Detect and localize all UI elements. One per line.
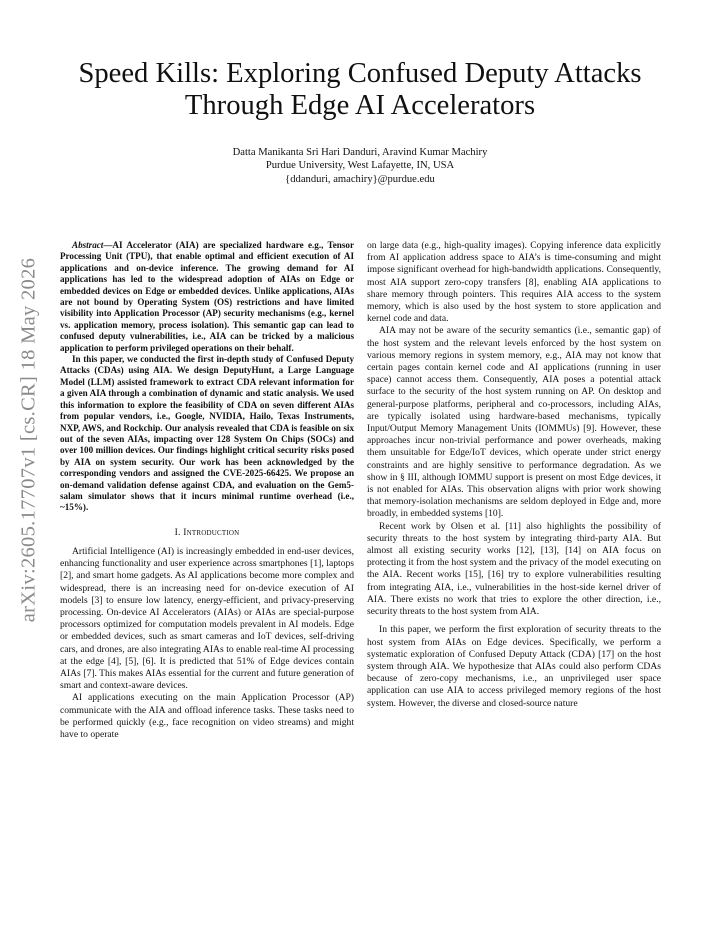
right-paragraph-2: AIA may not be aware of the security semantics (i.e., semantic gap) of the host system and the relevant levels enforced by the host system on various memory regions in system memory, e.g., AIA may not know that certain pages contain kernel code and AI applications (running in user space) cannot access them. Consequently, AIA poses a potential attack surface to the security of the host system running on AP. On desktop and general-purpose platforms, peripheral and co-processors, including AIAs, are typically isolated using hardware-based mechanisms, typically Input/Output Memory Management Units (IOMMUs) [9]. However, these approaches incur non-trivial performance and power overheads, making them unsuitable for Edge/IoT devices, which operate under strict energy constraints and are highly sensitive to performance degradation. As we show in § III, although IOMMU support is present on most Edge devices, it is not enabled for AIAs. This observation aligns with prior work showing that memory-isolation mechanisms are seldom deployed in Edge and, more broadly, in embedded systems [10]. xyxy=(367,325,661,520)
section-heading-introduction: I. Introduction xyxy=(174,526,240,538)
author-block xyxy=(60,146,660,186)
paper-title: Speed Kills: Exploring Confused Deputy Attacks Through Edge AI Accelerators xyxy=(78,58,642,121)
right-paragraph-3: Recent work by Olsen et al. [11] also highlights the possibility of security threats to the host system by integrating third-party AIA. But almost all existing security works [12], [13], [14] on AIA focus on protecting it from the host system and the privacy of the model executing on the AIA. Recent works [15], [16] try to explore vulnerabilities resulting from integrating AIA, i.e., vulnerabilities in the host-side kernel driver of AIA. There exists no work that tries to explore the other direction, i.e., security threats to the host system from AIA. xyxy=(367,520,661,618)
author-affiliation: Purdue University, West Lafayette, IN, USA xyxy=(265,160,455,172)
abstract-paragraph-2: In this paper, we conducted the first in-depth study of Confused Deputy Attacks (CDAs) using AIA. We design DeputyHunt, a Large Language Model (LLM) assisted framework to extract CDA relevant information for a given AIA through a combination of dynamic and static analysis. We used this information to explore the feasibility of CDA on seven different AIAs from popular vendors, i.e., Google, NVIDIA, Hailo, Texas Instruments, NXP, AWS, and Rockchip. Our analysis revealed that CDA is feasible on six out of the seven AIAs, impacting over 128 System On Chips (SOCs) and over 100 million devices. Our findings highlight critical security risks posed by AIA on system security. Our work has been acknowledged by the corresponding vendors and assigned the CVE-2025-66425. We propose an on-demand validation defense against CDA, and evaluation on the Gem5-salam simulator shows that it incurs minimal runtime overhead (i.e., ~15%). xyxy=(60,354,354,513)
arxiv-identifier: arXiv:2605.17707v1 [cs.CR] 18 May 2026 xyxy=(17,257,40,623)
left-column xyxy=(60,240,354,741)
abstract-paragraph-1 xyxy=(60,240,354,354)
author-names: Datta Manikanta Sri Hari Danduri, Aravind Kumar Machiry xyxy=(232,147,488,158)
arxiv-sidebar xyxy=(14,230,44,650)
abstract-label: Abstract xyxy=(72,240,104,250)
intro-paragraph-2: AI applications executing on the main Application Processor (AP) communicate with the AIA and offload inference tasks. These tasks need to be performed quickly (e.g., face recognition on video streams) and might have to operate xyxy=(60,692,354,740)
abstract-text-1: —AI Accelerator (AIA) are specialized hardware e.g., Tensor Processing Unit (TPU), that enable optimal and efficient execution of AI applications and on-device inference. The growing demand for AI applications has led to the widespread adoption of AIAs on Edge or embedded devices on Edge or embedded devices. Unlike applications, AIAs are not bound by Operating System (OS) restrictions and have limited visibility into Application Processor (AP) security mechanisms (e.g., kernel vs. application memory, process isolation). This semantic gap can lead to confused deputy vulnerabilities, i.e., AIA can be tricked by a malicious application to perform privileged operations on their behalf. xyxy=(60,240,354,353)
abstract xyxy=(60,240,354,514)
right-column xyxy=(367,240,661,710)
right-paragraph-1: on large data (e.g., high-quality images). Copying inference data explicitly from AI application address space to AIA’s is time-consuming and might impose significant overhead for high-bandwidth applications. Consequently, most AIA support zero-copy transfers [8], enabling AIA applications to share memory through pointers. This requires AIA access to the system memory, which is also used by the host system to store application and kernel code and data. xyxy=(367,240,661,325)
author-emails: {ddanduri, amachiry}@purdue.edu xyxy=(285,173,435,185)
right-paragraph-4: In this paper, we perform the first exploration of security threats to the host system from AIAs on Edge devices. Specifically, we perform a systematic exploration of Confused Deputy Attack (CDA) [17] on the host system through AIA. We hypothesize that AIAs could also perform CDAs because of zero-copy mechanisms, i.e., an unprivileged user space application can use AIA to access privileged memory regions of the host system. However, the diverse and closed-source nature xyxy=(367,624,661,709)
intro-paragraph-1: Artificial Intelligence (AI) is increasingly embedded in end-user devices, enhancing functionality and user experience across smartphones [1], laptops [2], and smart home gadgets. As AI applications become more complex and widespread, there is an increasing need for on-device execution of AI models [3] to ensure low latency, energy-efficient, and privacy-preserving processing. On-device AI Accelerators (AIAs) or AIAs are special-purpose processors optimized for computation models prevalent in AI models. Edge or embedded devices, such as smart cameras and IoT devices, self-driving cars, and drones, are also integrating AIAs to enable real-time AI processing at the edge [4], [5], [6]. It is predicted that 51% of Edge devices contain AIAs [7]. This makes AIAs essential for the current and future generation of smart and context-aware devices. xyxy=(60,545,354,692)
